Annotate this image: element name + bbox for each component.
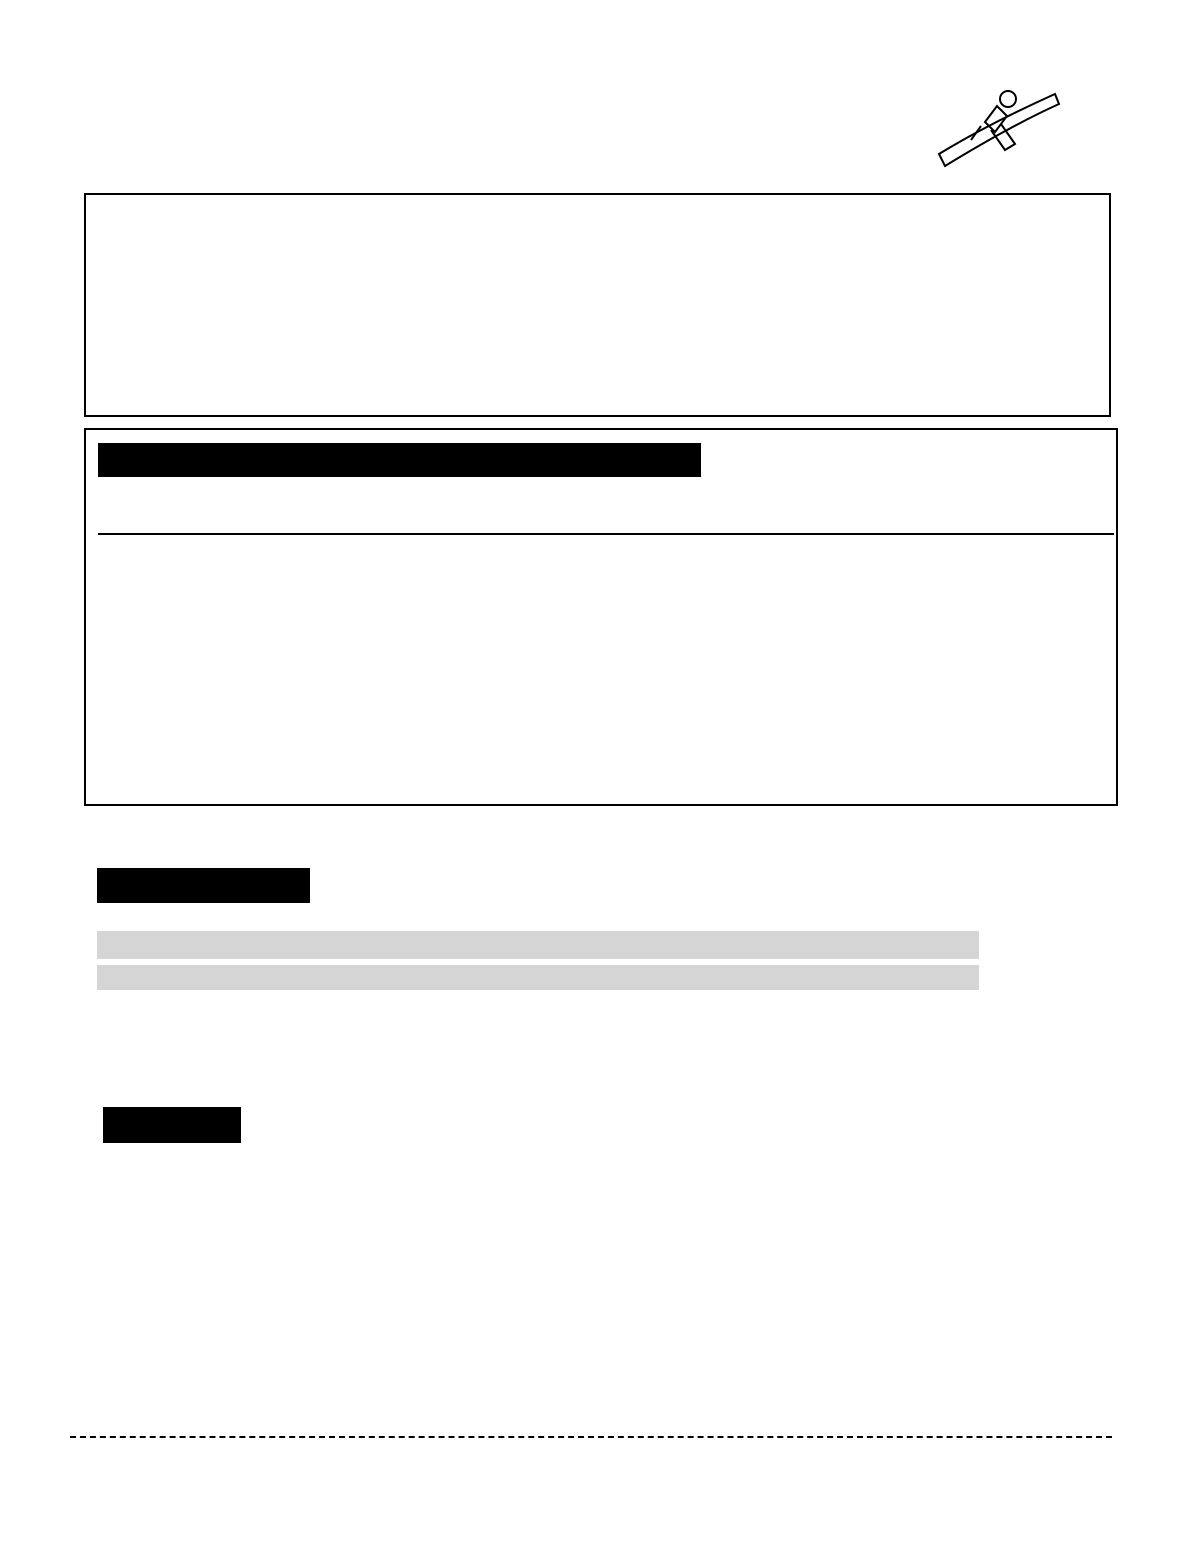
topic-subcategory (97, 965, 979, 990)
performance-table (84, 428, 1118, 806)
topics-banner (97, 868, 310, 903)
topic-category (97, 931, 979, 959)
header-divider (98, 533, 1114, 535)
student-info-panel (84, 193, 1111, 417)
footer-divider (70, 1436, 1112, 1438)
ati-logo (935, 82, 1105, 187)
performance-banner (98, 443, 701, 477)
outcomes-banner (103, 1107, 241, 1143)
